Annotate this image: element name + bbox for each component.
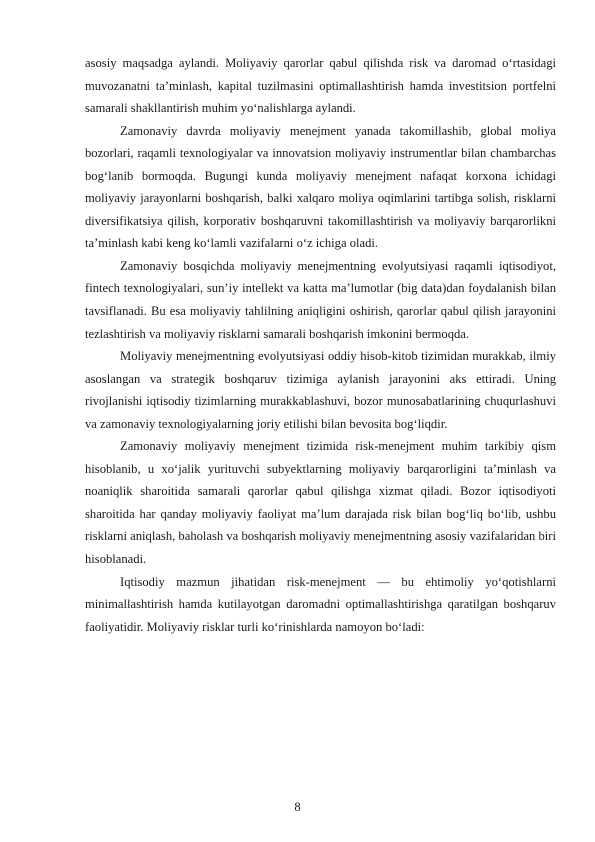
body-text	[85, 52, 556, 638]
paragraph-2: Zamonaviy davrda moliyaviy menejment yanada takomillashib, global moliya bozorlari, raqamli texnologiyalar va innovatsion moliyaviy instrumentlar bilan chambarchas bog‘lanib bormoqda. Bugungi kunda moliyaviy menejment nafaqat korxona ichidagi moliyaviy jarayonlarni boshqarish, balki xalqaro moliya oqimlarini tartibga solish, risklarni diversifikatsiya qilish, korporativ boshqaruvni takomillashtirish va moliyaviy barqarorlikni ta’minlash kabi keng ko‘lamli vazifalarni o‘z ichiga oladi.	[85, 123, 556, 251]
paragraph-6: Iqtisodiy mazmun jihatidan risk-menejment — bu ehtimoliy yo‘qotishlarni minimallashtirish hamda kutilayotgan daromadni optimallashtirishga qaratilgan boshqaruv faoliyatidir. Moliyaviy risklar turli ko‘rinishlarda namoyon bo‘ladi:	[85, 574, 556, 634]
page-number: 8	[294, 800, 301, 814]
paragraph-3: Zamonaviy bosqichda moliyaviy menejmentning evolyutsiyasi raqamli iqtisodiyot, fintech texnologiyalari, sun’iy intellekt va katta ma’lumotlar (big data)dan foydalanish bilan tavsiflanadi. Bu esa moliyaviy tahlilning aniqligini oshirish, qarorlar qabul qilish jarayonini tezlashtirish va moliyaviy risklarni samarali boshqarish imkonini bermoqda.	[85, 258, 556, 341]
paragraph-1: asosiy maqsadga aylandi. Moliyaviy qarorlar qabul qilishda risk va daromad o‘rtasidagi muvozanatni ta’minlash, kapital tuzilmasini optimallashtirish hamda investitsion portfelni samarali shakllantirish muhim yo‘nalishlarga aylandi.	[85, 56, 556, 116]
paragraph-4: Moliyaviy menejmentning evolyutsiyasi oddiy hisob-kitob tizimidan murakkab, ilmiy asoslangan va strategik boshqaruv tizimiga aylanish jarayonini aks ettiradi. Uning rivojlanishi iqtisodiy tizimlarning murakkablashuvi, bozor munosabatlarining chuqurlashuvi va zamonaviy texnologiyalarning joriy etilishi bilan bevosita bog‘liqdir.	[85, 349, 556, 431]
paragraph-5: Zamonaviy moliyaviy menejment tizimida risk-menejment muhim tarkibiy qism hisoblanib, u xo‘jalik yurituvchi subyektlarning moliyaviy barqarorligini ta’minlash va noaniqlik sharoitida samarali qarorlar qabul qilishga xizmat qiladi. Bozor iqtisodiyoti sharoitida har qanday moliyaviy faoliyat ma’lum darajada risk bilan bog‘liq bo‘lib, ushbu risklarni aniqlash, baholash va boshqarish moliyaviy menejmentning asosiy vazifalaridan biri hisoblanadi.	[85, 439, 556, 567]
